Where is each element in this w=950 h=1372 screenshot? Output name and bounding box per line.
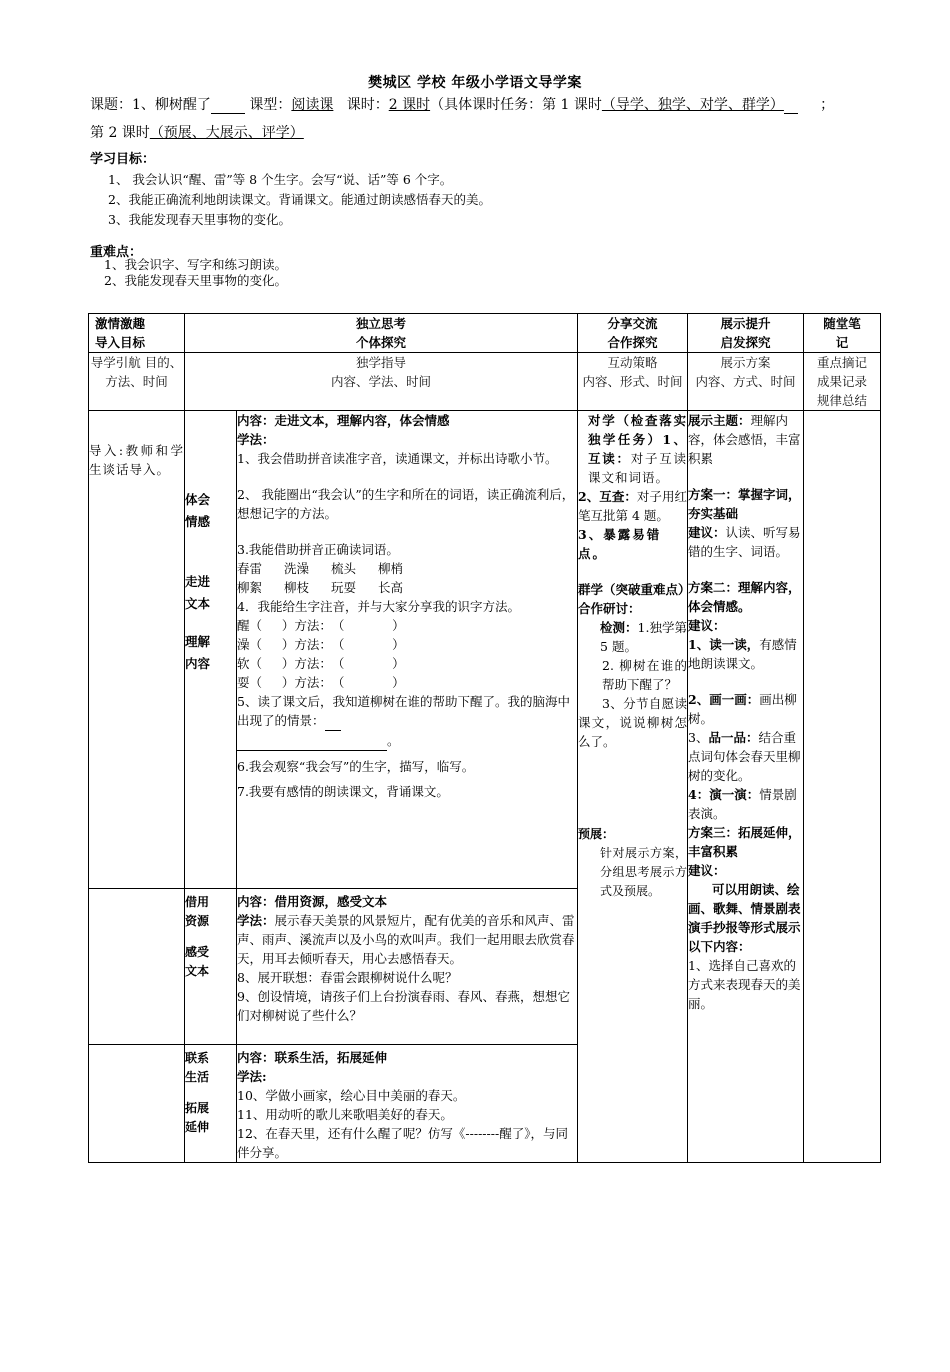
plan-3-suggestion-heading: 建议： [688,863,726,878]
act-item: 4：演一演：情景剧表演。 [688,787,797,821]
section3-label: 联系 生活 拓展 延伸 [185,1045,237,1163]
discussion: 合作研讨： [578,601,641,616]
step-7: 7.我要有感情的朗读课文，背诵课文。 [237,784,449,799]
plan-3-suggestion: 可以用朗读、绘画、歌舞、情景剧表演手抄报等形式展示以下内容： [688,882,801,954]
blank-line [237,731,387,751]
col3-subheader: 互动策略 内容、形式、时间 [578,353,688,411]
hours-value: 2 课时 [388,97,431,113]
char-fill-row: 耍（ ）方法：（ ） [237,675,405,690]
error-points: 3、暴露易错点。 [578,527,662,561]
peer-check: 2、互查：对子用红笔互批第 4 题。 [578,489,687,523]
col5-subheader: 重点摘记 成果记录 规律总结 [804,353,881,411]
objectives-heading: 学习目标： [90,152,156,167]
char-fill-row: 醒（ ）方法：（ ） [237,618,405,633]
step-5: 5、读了课文后，我知道柳树在谁的帮助下醒了。我的脑海中出现了的情景： [237,692,577,731]
pair-study: 对学（检查落实独学任务）1、互读：对子互读课文和词语。 [588,413,688,485]
blank-line [211,97,245,114]
preview-heading: 预展： [578,827,615,841]
empty-cell [89,889,185,1045]
hours-label: 课时： [346,97,389,113]
col3-content [578,411,691,1163]
study-plan-table [88,313,881,1163]
intro-text: 导入:教师和学生谈话导入。 [89,443,184,477]
sec3-content-title: 内容：联系生活，拓展延伸 [237,1050,388,1065]
step-9: 9、创设情境，请孩子们上台扮演春雨、春风、春燕，想想它们对柳树说了些什么？ [237,989,570,1023]
keypoint-item: 2、我能发现春天里事物的变化。 [104,273,287,288]
step-10: 10、学做小画家，绘心目中美丽的春天。 [237,1088,466,1103]
blank-line [784,97,798,114]
empty-cell [89,1045,185,1163]
header-row [89,314,881,353]
col4-content [688,411,804,1163]
group-study: 群学（突破重难点） [578,582,691,597]
objective-item: 1、 我会认识“醒、雷”等 8 个生字。会写“说、话”等 6 个字。 [108,172,453,187]
preview-text: 针对展示方案，分组思考展示方式及预展。 [600,846,688,898]
col4-subheader: 展示方案 内容、方式、时间 [688,353,804,411]
task1-value: （导学、独学、对学、群学） [601,97,784,113]
col1-subheader: 导学引航 目的、方法、时间 [89,353,185,411]
lesson-label: 课题：1、柳树醒了 [90,97,211,113]
char-fill-row: 软（ ）方法：（ ） [237,656,405,671]
word-row-1: 春雷 洗澡 梳头 柳梢 [237,561,404,576]
read-item: 1、读一读，有感情地朗读课文。 [688,637,797,671]
section1-row [89,411,881,889]
col2-subheader: 独学指导 内容、学法、时间 [185,353,578,411]
char-fill-row: 澡（ ）方法：（ ） [237,637,405,652]
step-6: 6.我会观察“我会写”的生字，描写，临写。 [237,759,475,774]
step-5-blank: 。 [237,731,577,751]
page-title: 樊城区 学校 年级小学语文导学案 [368,75,582,91]
plan-3: 方案三：拓展延伸，丰富积累 [688,825,801,859]
plan-1-suggestion: 建议：认读、听写易错的生字、词语。 [688,525,801,559]
step-4: 4．我能给生字注音，并与大家分享我的识字方法。 [237,599,520,614]
col1-header: 激情激趣 导入目标 [89,314,185,353]
plan-1: 方案一：掌握字词，夯实基础 [688,487,801,521]
intro-cell [89,411,185,889]
lesson-meta-line-2 [90,122,304,142]
sec1-method: 学法： [237,432,275,447]
step-3: 3.我能借助拼音正确读词语。 [237,542,399,557]
question-2: 2. 柳树在谁的帮助下醒了？ [602,658,688,692]
col4-header: 展示提升 启发探究 [688,314,804,353]
final-item: 1、选择自己喜欢的方式来表现春天的美丽。 [688,958,801,1011]
check-item: 检测：1.独学第 5 题。 [600,620,687,654]
plan-2: 方案二：理解内容，体会情感。 [688,580,801,614]
section1-content [237,411,578,889]
taste-item: 3、品一品：结合重点词句体会春天里柳树的变化。 [688,730,801,783]
task2-value: （预展、大展示、评学） [149,125,304,141]
type-value: 阅读课 [291,97,334,113]
plan-2-suggestion-heading: 建议： [688,618,726,633]
step-8: 8、展开联想：春雷会跟柳树说什么呢？ [237,970,458,985]
keypoint-item: 1、我会识字、写字和练习朗读。 [104,257,287,272]
objective-item: 2、我能正确流利地朗读课文。背诵课文。能通过朗读感悟春天的美。 [108,192,491,207]
task-label: （具体课时任务：第 1 课时 [430,97,602,113]
sec2-content-title: 内容：借用资源，感受文本 [237,894,388,909]
col5-header: 随堂笔 记 [804,314,881,353]
section2-label: 借用 资源 感受 文本 [185,889,237,1045]
section2-content [237,889,578,1045]
sec3-method: 学法: [237,1069,267,1084]
objective-item: 3、我能发现春天里事物的变化。 [108,212,291,227]
display-theme: 展示主题：理解内容，体会感悟，丰富积累 [688,413,801,466]
line2-prefix: 第 2 课时 [90,125,150,141]
step-2: 2、 我能圈出“我会认”的生字和所在的词语，读正确流利后，想想记字的方法。 [237,487,575,521]
section3-content [237,1045,578,1163]
step-12: 12、在春天里，还有什么醒了呢？仿写《--------醒了》，与同伴分享。 [237,1126,568,1160]
blank-line [325,711,341,731]
question-3: 3、分节自愿读课文，说说柳树怎么了。 [578,696,688,749]
lesson-meta-line-1 [90,94,834,114]
sec2-method: 学法：展示春天美景的风景短片，配有优美的音乐和风声、雷声、雨声、溪流声以及小鸟的欢叫声。我们一起用眼去欣赏春天，用耳去倾听春天，用心去感悟春天。 [237,913,575,966]
notes-cell [804,411,881,1163]
step-1: 1、我会借助拼音读准字音，读通课文，并标出诗歌小节。 [237,451,558,466]
keypoints-heading: 重难点： [90,245,143,260]
section1-label: 体会 情感 走进 文本 理解 内容 [185,411,237,889]
step-11: 11、用动听的歌儿来歌唱美好的春天。 [237,1107,453,1122]
col3-header: 分享交流 合作探究 [578,314,688,353]
word-row-2: 柳絮 柳枝 玩耍 长高 [237,580,404,595]
subheader-row [89,353,881,411]
sec1-content-title: 内容：走进文本，理解内容，体会情感 [237,413,450,428]
col2-header: 独立思考 个体探究 [185,314,578,353]
semicolon: ； [820,97,835,113]
type-label: 课型： [249,97,292,113]
draw-item: 2、画一画：画出柳树。 [688,692,797,726]
